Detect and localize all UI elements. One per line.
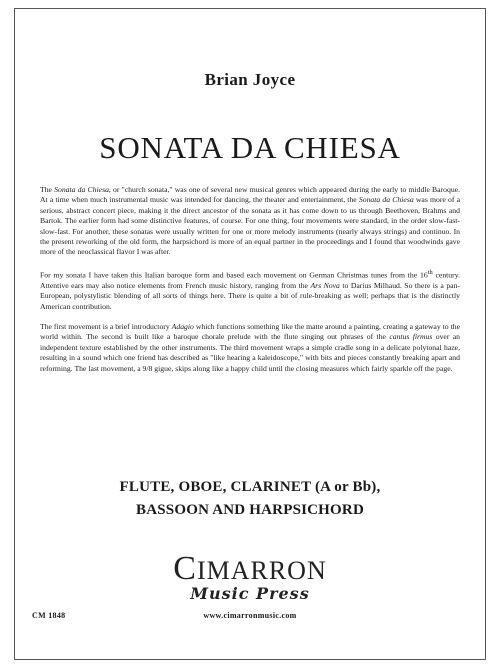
publisher-logo-subtitle: Music Press [190, 584, 310, 603]
instrumentation-line-1: FLUTE, OBOE, CLARINET (A or Bb), [119, 479, 381, 495]
composer-name: Brian Joyce [204, 70, 296, 89]
publisher-logo [0, 550, 500, 603]
piece-title: SONATA DA CHIESA [99, 130, 401, 165]
notes-paragraph-3: The first movement is a brief introductory Adagio which functions something like the matte around a painting, creating a gateway to the world within. The second is built like a baroque chorale prelude with the flute singing out phrases of the cantus firmus over an independent texture established by the other instruments. The third movement wraps a simple cradle song in a delicate polytonal haze, resulting in a sound which one friend has described as "like hearing a kaleidoscope," with bits and pieces constantly breaking apart and reforming. The last movement, a 9/8 gigue, skips along like a happy child until the closing measures which fairly sparkle off the page. [40, 322, 460, 373]
notes-paragraph-1: The Sonata da Chiesa, or "church sonata," was one of several new musical genres which appeared during the early to middle Baroque. At a time when much instrumental music was intended for dancing, the theater and entertainment, the Sonata da Chiesa was more of a serious, abstract concert piece, making it the direct ancestor of the sonata as it has come down to us through Beethoven, Brahms and Bartok. The earlier form had some distinctive features, of course. For one thing, four movements were standard, in the order slow-fast-slow-fast. For another, these sonatas were usually written for one or more melody instruments (nearly always strings) and continuo. In the present reworking of the old form, the harpsichord is more of an equal partner in the proceedings and I found that woodwinds gave more of the neoclassical flavor I was after. [40, 185, 461, 257]
publisher-website: www.cimarronmusic.com [203, 611, 297, 620]
program-notes [40, 185, 460, 384]
notes-paragraph-2: For my sonata I have taken this Italian baroque form and based each movement on German Christmas tunes from the 16th century. Attentive ears may also notice elements from French music history, ranging from the Ars Nova to Darius Milhaud. So there is a pan-European, polystylistic blending of all sorts of things here. There is quite a bit of rule-breaking as well; perhaps that is the distinctly American contribution. [40, 268, 460, 311]
publisher-logo-name: CIMARRON [173, 550, 327, 587]
instrumentation-line-2: BASSOON AND HARPSICHORD [136, 502, 364, 518]
catalog-number: CM 1848 [32, 611, 66, 620]
